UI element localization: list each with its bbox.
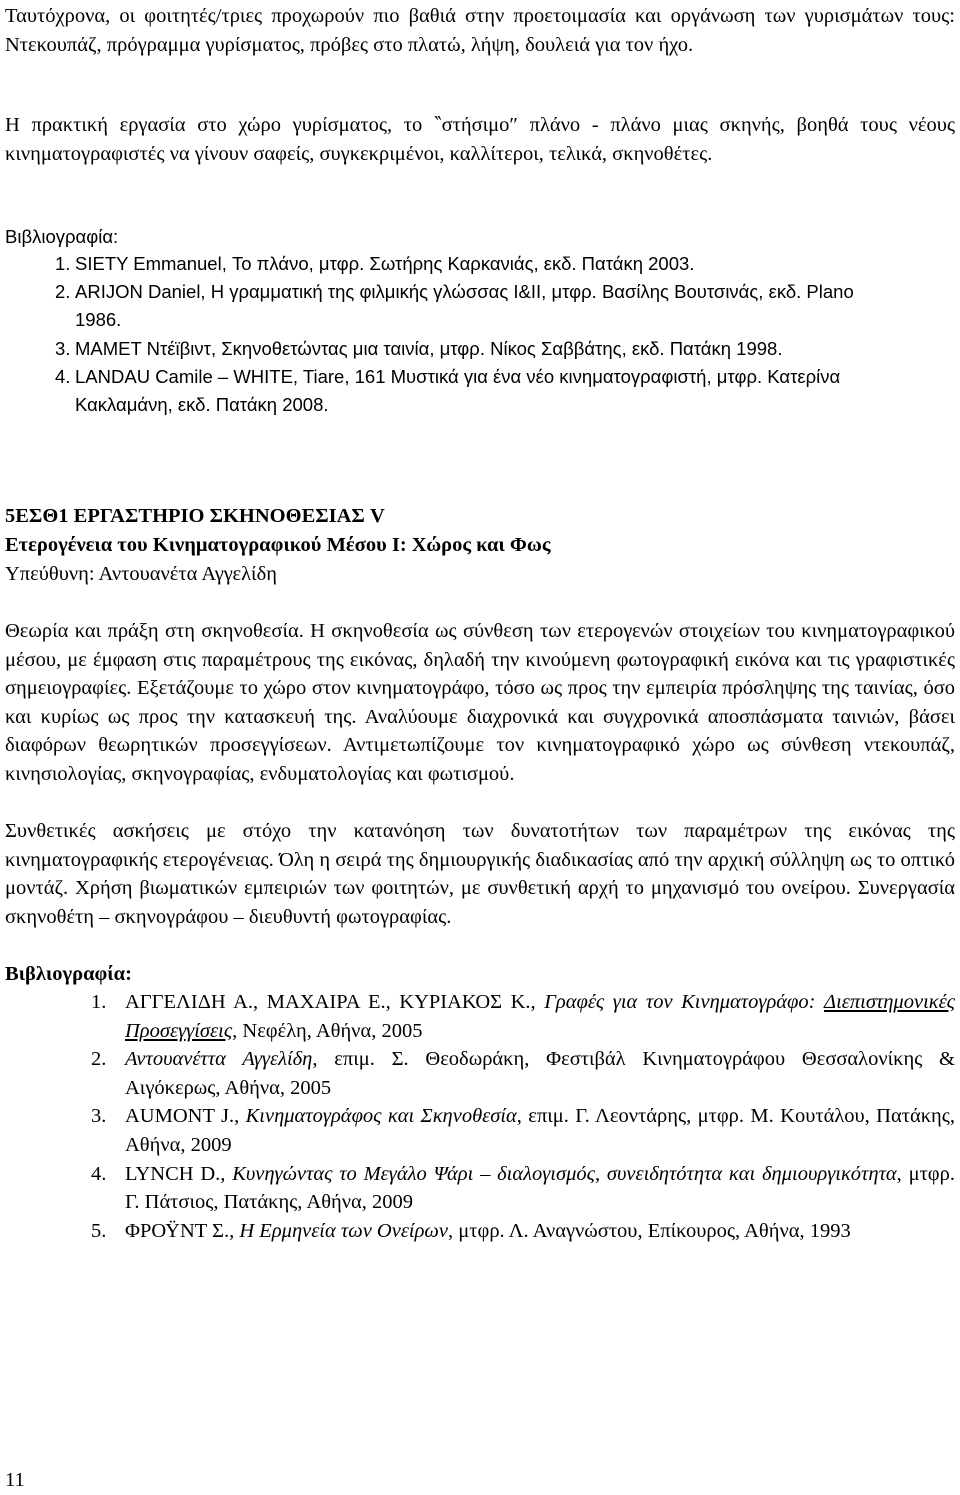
course-description: Θεωρία και πράξη στη σκηνοθεσία. Η σκηνοθεσία ως σύνθεση των ετερογενών στοιχείων του κινηματογραφικού μέσου, με έμφαση στις παραμέτρους της εικόνας, δηλαδή την κινούμενη φωτογραφική εικόνα και τις γραφιστικές σημειογραφίες. Εξετάζουμε το χώρο στον κινηματογράφο, τόσο ως προς την εμπειρία πρόσληψης της ταινίας, όσο και κυρίως ως προς την κατασκευή της. Αναλύουμε διαχρονικά και συγχρονικά αποσπάσματα ταινιών, βάσει διαφόρων θεωρητικών προσεγγίσεων. Αντιμετωπίζουμε τον κινηματογραφικό χώρο ως σύνθεση ντεκουπάζ, κινησιολογίας, σκηνογραφίας, ενδυματολογίας και φωτισμού. [5,620,955,785]
list-item: 4. LANDAU Camile – WHITE, Tiare, 161 Μυστικά για ένα νέο κινηματογραφιστή, μτφρ. Κατερίνα Κακλαμάνη, εκδ. Πατάκη 2008. [55,365,841,416]
list-item: 4. LYNCH D., Κυνηγώντας το Μεγάλο Ψάρι – διαλογισμός, συνειδητότητα και δημιουργικότητα, μτφρ. Γ. Πάτσιος, Πατάκης, Αθήνα, 2009 [91,1162,955,1214]
bibliography-heading-2: Βιβλιογραφία: [5,963,132,985]
page-number: 11 [5,1469,25,1491]
practice-paragraph: Η πρακτική εργασία στο χώρο γυρίσματος, το ‶στήσιμο″ πλάνο - πλάνο μιας σκηνής, βοηθά τους νέους κινηματογραφιστές να γίνουν σαφείς, συγκεκριμένοι, καλλίτεροι, τελικά, σκηνοθέτες. [5,114,955,165]
list-item: 2. Αντουανέττα Αγγελίδη, επιμ. Σ. Θεοδωράκη, Φεστιβάλ Κινηματογράφου Θεσσαλονίκης & Αιγόκερως, Αθήνα, 2005 [91,1048,955,1099]
course-subtitle: Ετερογένεια του Κινηματογραφικού Μέσου Ι: Χώρος και Φως [5,534,551,556]
course-title: 5ΕΣΘ1 ΕΡΓΑΣΤΗΡΙΟ ΣΚΗΝΟΘΕΣΙΑΣ V [5,505,385,527]
course-responsible: Υπεύθυνη: Αντουανέτα Αγγελίδη [5,563,277,585]
bibliography-list-2 [5,988,955,1245]
course-description-2: Συνθετικές ασκήσεις με στόχο την κατανόηση των δυνατοτήτων των παραμέτρων της εικόνας της κινηματογραφικής ετερογένειας. Όλη η σειρά της δημιουργικής διαδικασίας από την αρχική σύλληψη ως το οπτικό μοντάζ. Χρήση βιωματικών εμπειριών των φοιτητών, με συνθετική αρχή το μηχανισμό του ονείρου. Συνεργασία σκηνοθέτη – σκηνογράφου – διευθυντή φωτογραφίας. [5,820,955,928]
bibliography-heading-1: Βιβλιογραφία: [5,226,119,247]
bibliography-list-1 [5,250,885,419]
list-item: 3. AUMONT J., Κινηματογράφος και Σκηνοθεσία, επιμ. Γ. Λεοντάρης, μτφρ. Μ. Κουτάλου, Πατάκης, Αθήνα, 2009 [91,1105,955,1156]
list-item: 2. ARIJON Daniel, Η γραμματική της φιλμικής γλώσσας Ι&ΙΙ, μτφρ. Βασίλης Βουτσινάς, εκδ. Plano 1986. [55,281,854,331]
list-item: 1. SIETY Emmanuel, Το πλάνο, μτφρ. Σωτήρης Καρκανιάς, εκδ. Πατάκη 2003. [55,253,695,274]
list-item: 1. ΑΓΓΕΛΙΔΗ Α., ΜΑΧΑΙΡΑ Ε., ΚΥΡΙΑΚΟΣ Κ., Γραφές για τον Κινηματογράφο: Διεπιστημονικές Προσεγγίσεις, Νεφέλη, Αθήνα, 2005 [91,991,956,1042]
list-item: 3. MAMET Ντέϊβιντ, Σκηνοθετώντας μια ταινία, μτφρ. Νίκος Σαββάτης, εκδ. Πατάκη 1998. [55,337,783,359]
intro-paragraph: Ταυτόχρονα, οι φοιτητές/τριες προχωρούν πιο βαθιά στην προετοιμασία και οργάνωση των γυρισμάτων τους: Ντεκουπάζ, πρόγραμμα γυρίσματος, πρόβες στο πλατώ, λήψη, δουλειά για τον ήχο. [5,5,955,56]
list-item: 5. ΦΡΟΫΝΤ Σ., Η Ερμηνεία των Ονείρων, μτφρ. Λ. Αναγνώστου, Επίκουρος, Αθήνα, 1993 [91,1219,851,1242]
